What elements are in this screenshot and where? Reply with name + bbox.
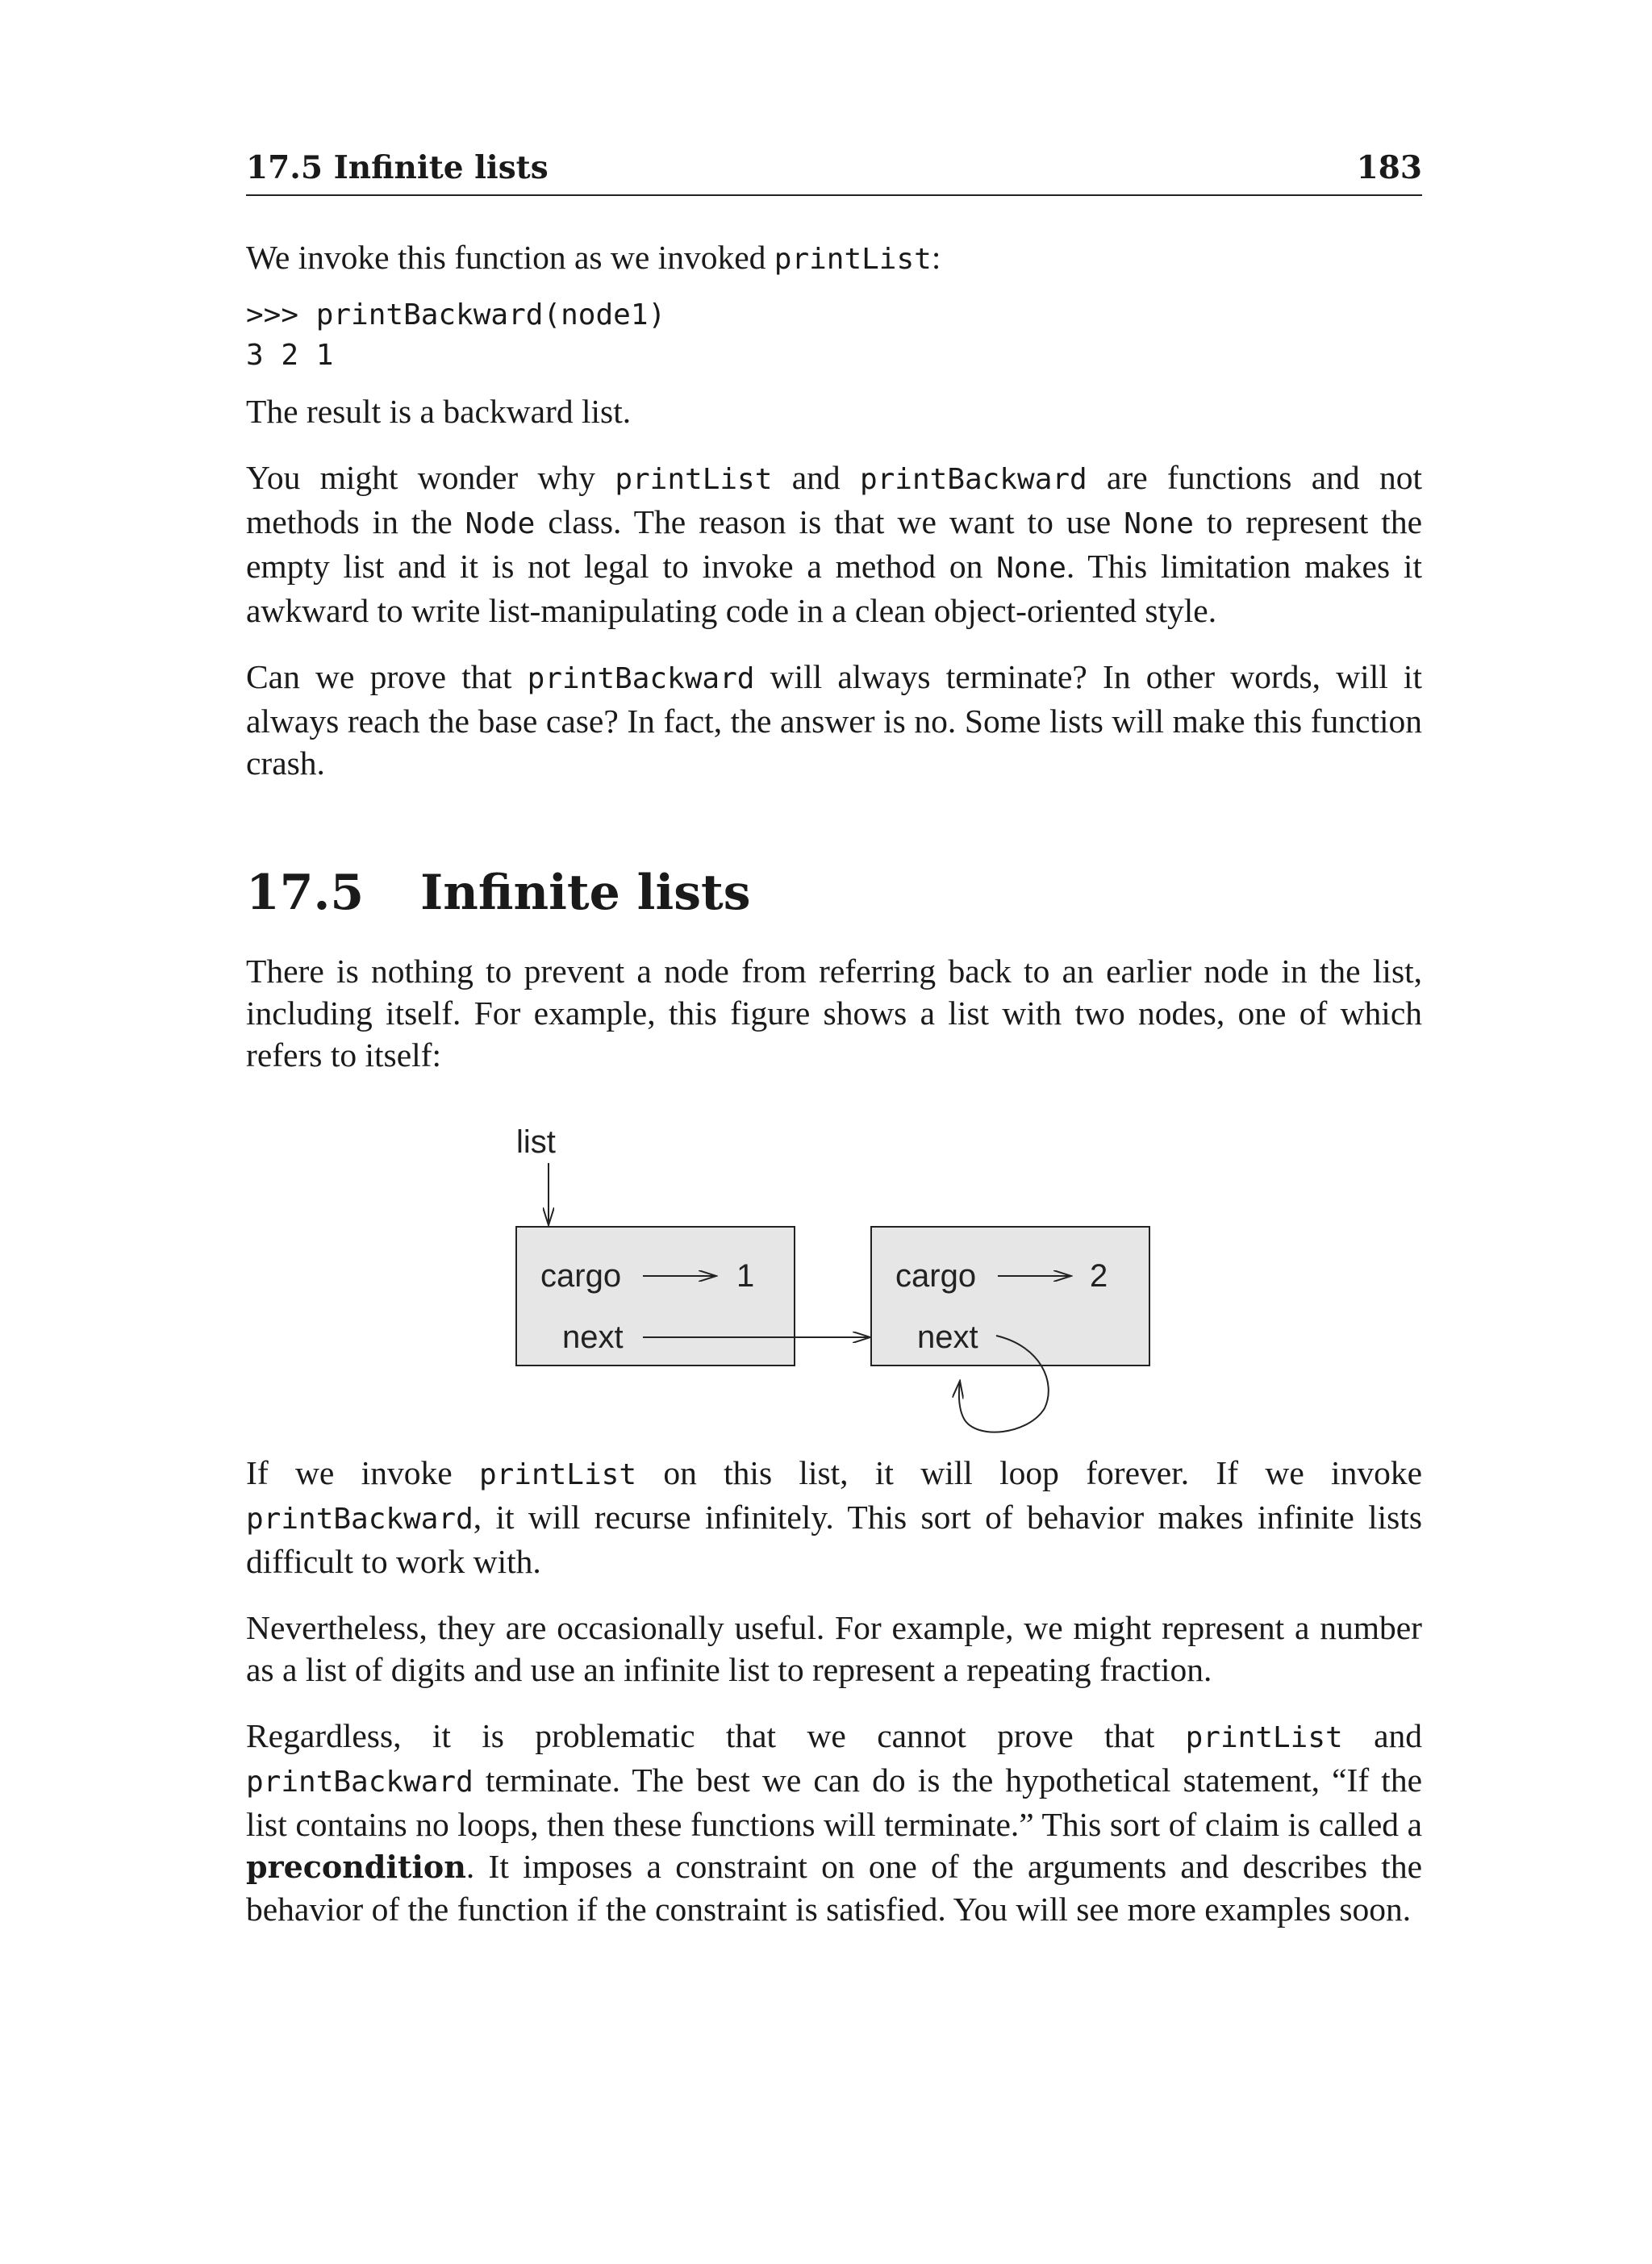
node1-cargo-label: cargo (540, 1258, 622, 1294)
page (246, 149, 1422, 1930)
header-section-title: 17.5 Infinite lists (246, 149, 549, 186)
code-block (246, 295, 1422, 376)
header-page-number: 183 (1356, 149, 1422, 186)
invoke-paragraph: If we invoke printList on this list, it will loop forever. If we invoke printBackward, it will recurse infinitely. This sort of behavior makes infinite lists difficult to work with. (246, 1454, 1423, 1580)
list-variable-label: list (516, 1124, 556, 1160)
node2-cargo-value: 2 (1090, 1258, 1108, 1294)
node1-next-label: next (562, 1320, 624, 1355)
precondition-term: precondition (246, 1849, 466, 1885)
section-title: Infinite lists (420, 865, 751, 921)
regardless-paragraph: Regardless, it is problematic that we cannot prove that printList and printBackward terminate. The best we can do is the hypothetical statement, “If the list contains no loops, then these functions will terminate.” This sort of claim is called a precondition. It imposes a constraint on one of the arguments and describes the behavior of the function if the constraint is satisfied. You will see more examples soon. (246, 1717, 1422, 1928)
code-line-1: >>> printBackward(node1) (246, 298, 666, 331)
wonder-paragraph: You might wonder why printList and printBackward are functions and not methods in the Node class. The reason is that we want to use None to represent the empty list and it is not legal to invoke a method on None. This limitation makes it awkward to write list-manipulating code in a clean object-oriented style. (246, 459, 1423, 629)
result-paragraph: The result is a backward list. (246, 393, 632, 430)
node2-box (871, 1227, 1149, 1365)
running-header (246, 149, 1422, 196)
node1-box (516, 1227, 795, 1365)
node2-next-label: next (917, 1320, 978, 1355)
nevertheless-paragraph: Nevertheless, they are occasionally useful. For example, we might represent a number as a list of digits and use an infinite list to represent a repeating fraction. (246, 1609, 1422, 1688)
node1-cargo-value: 1 (736, 1258, 755, 1294)
section-heading (246, 865, 1422, 921)
linked-list-figure (246, 1092, 1422, 1447)
section-number: 17.5 (246, 865, 365, 921)
node2-cargo-label: cargo (895, 1258, 977, 1294)
figure-svg (246, 1092, 1422, 1447)
nothing-paragraph: There is nothing to prevent a node from referring back to an earlier node in the list, including itself. For example, this figure shows a list with two nodes, one of which refers to itself: (246, 953, 1422, 1074)
intro-paragraph: We invoke this function as we invoked printList: (246, 239, 941, 276)
prove-paragraph: Can we prove that printBackward will always terminate? In other words, will it always reach the base case? In fact, the answer is no. Some lists will make this function crash. (246, 658, 1422, 782)
code-line-2: 3 2 1 (246, 339, 334, 372)
